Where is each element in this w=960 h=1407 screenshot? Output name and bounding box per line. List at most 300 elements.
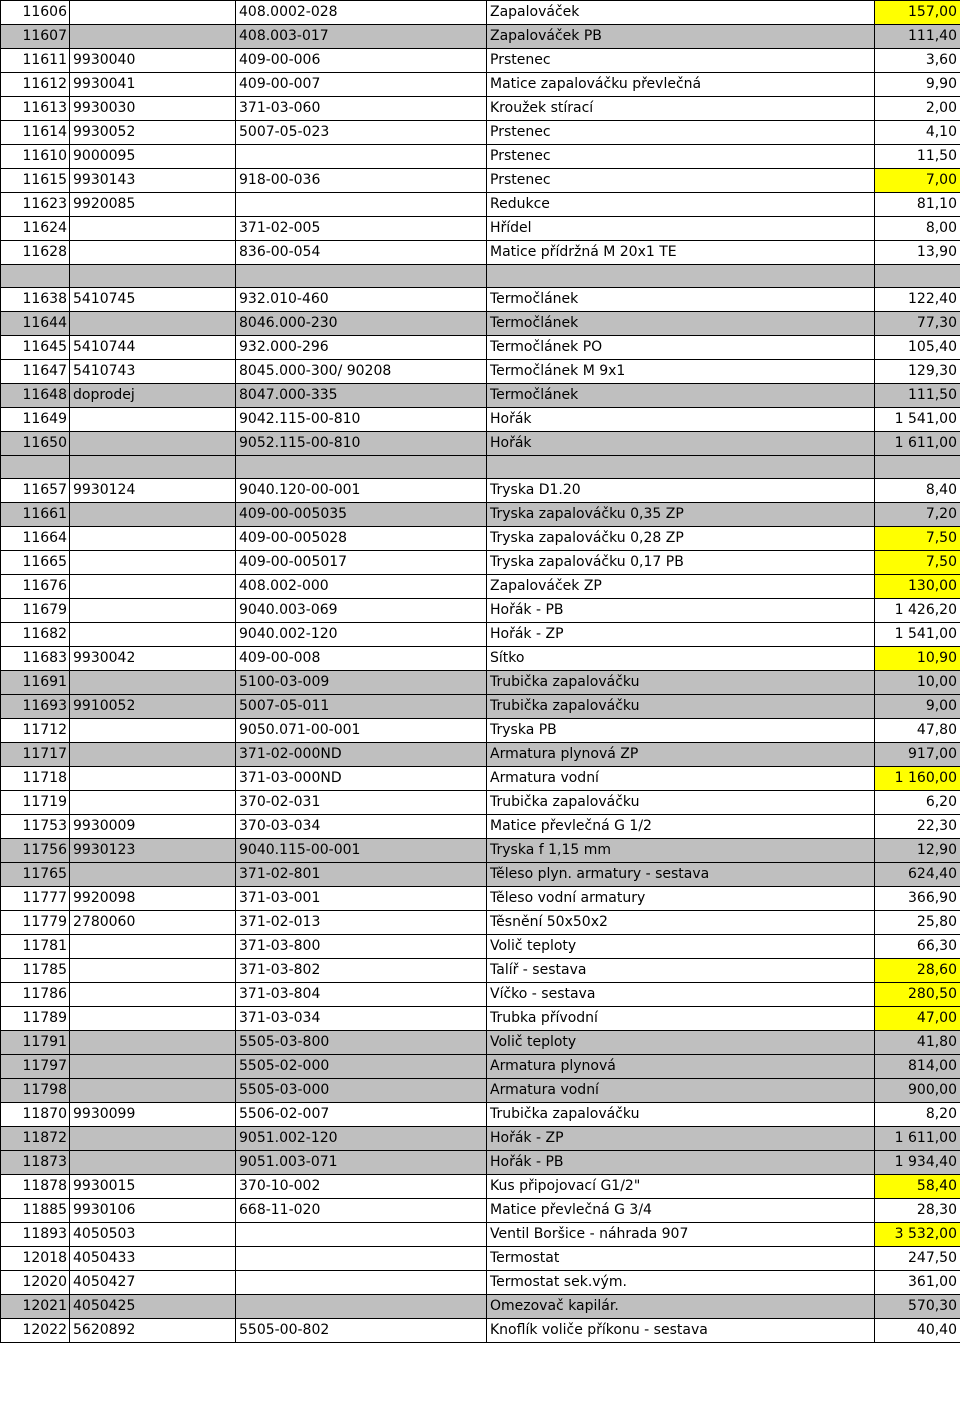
table-row (1, 527, 960, 551)
price-cell (875, 265, 960, 288)
description-cell: Těleso plyn. armatury - sestava (487, 863, 875, 887)
table-row (1, 336, 960, 360)
code-cell (70, 623, 236, 647)
part-number-cell: 409-00-006 (236, 49, 487, 73)
code-cell (70, 1, 236, 25)
code-cell: 4050425 (70, 1295, 236, 1319)
item-number-cell: 11785 (1, 959, 70, 983)
part-number-cell: 5505-03-800 (236, 1031, 487, 1055)
code-cell (70, 217, 236, 241)
code-cell (70, 575, 236, 599)
part-number-cell: 9052.115-00-810 (236, 432, 487, 456)
description-cell: Trubička zapalováčku (487, 791, 875, 815)
price-cell: 917,00 (875, 743, 960, 767)
price-cell: 570,30 (875, 1295, 960, 1319)
table-row (1, 145, 960, 169)
price-cell: 8,40 (875, 479, 960, 503)
price-cell: 58,40 (875, 1175, 960, 1199)
description-cell: Tryska PB (487, 719, 875, 743)
part-number-cell (236, 456, 487, 479)
table-row (1, 815, 960, 839)
item-number-cell: 11798 (1, 1079, 70, 1103)
price-cell: 7,00 (875, 169, 960, 193)
description-cell: Kroužek stírací (487, 97, 875, 121)
description-cell: Tryska zapalováčku 0,28 ZP (487, 527, 875, 551)
item-number-cell: 11872 (1, 1127, 70, 1151)
description-cell: Víčko - sestava (487, 983, 875, 1007)
description-cell: Tryska D1.20 (487, 479, 875, 503)
table-row (1, 1031, 960, 1055)
code-cell (70, 1079, 236, 1103)
price-cell: 81,10 (875, 193, 960, 217)
description-cell: Volič teploty (487, 1031, 875, 1055)
part-number-cell: 9040.002-120 (236, 623, 487, 647)
item-number-cell: 11765 (1, 863, 70, 887)
code-cell (70, 1007, 236, 1031)
part-number-cell: 370-02-031 (236, 791, 487, 815)
table-row (1, 623, 960, 647)
code-cell: 9930030 (70, 97, 236, 121)
item-number-cell: 11885 (1, 1199, 70, 1223)
part-number-cell (236, 265, 487, 288)
description-cell: Ventil Boršice - náhrada 907 (487, 1223, 875, 1247)
table-row (1, 959, 960, 983)
code-cell (70, 1055, 236, 1079)
description-cell: Hřídel (487, 217, 875, 241)
item-number-cell: 12022 (1, 1319, 70, 1343)
part-number-cell: 9042.115-00-810 (236, 408, 487, 432)
price-cell: 7,20 (875, 503, 960, 527)
part-number-cell: 409-00-005028 (236, 527, 487, 551)
item-number-cell: 12020 (1, 1271, 70, 1295)
code-cell: 9920085 (70, 193, 236, 217)
description-cell: Omezovač kapilár. (487, 1295, 875, 1319)
code-cell (70, 456, 236, 479)
description-cell: Hořák - PB (487, 599, 875, 623)
price-cell: 40,40 (875, 1319, 960, 1343)
code-cell (70, 599, 236, 623)
price-cell: 2,00 (875, 97, 960, 121)
price-cell: 1 426,20 (875, 599, 960, 623)
item-number-cell: 11624 (1, 217, 70, 241)
part-number-cell: 8046.000-230 (236, 312, 487, 336)
code-cell (70, 1151, 236, 1175)
code-cell (70, 863, 236, 887)
price-cell: 47,00 (875, 1007, 960, 1031)
price-cell: 129,30 (875, 360, 960, 384)
price-cell: 157,00 (875, 1, 960, 25)
table-row (1, 839, 960, 863)
item-number-cell: 11638 (1, 288, 70, 312)
code-cell (70, 265, 236, 288)
code-cell (70, 551, 236, 575)
table-row (1, 217, 960, 241)
table-row (1, 1079, 960, 1103)
price-cell: 11,50 (875, 145, 960, 169)
part-number-cell: 371-03-800 (236, 935, 487, 959)
price-cell: 814,00 (875, 1055, 960, 1079)
item-number-cell: 11717 (1, 743, 70, 767)
item-number-cell (1, 265, 70, 288)
code-cell: 9930123 (70, 839, 236, 863)
table-row (1, 647, 960, 671)
price-list-body (1, 1, 960, 1343)
table-row (1, 791, 960, 815)
code-cell (70, 503, 236, 527)
part-number-cell: 8045.000-300/ 90208 (236, 360, 487, 384)
description-cell: Redukce (487, 193, 875, 217)
table-row (1, 73, 960, 97)
price-cell: 361,00 (875, 1271, 960, 1295)
table-row (1, 719, 960, 743)
description-cell: Matice přídržná M 20x1 TE (487, 241, 875, 265)
item-number-cell: 11607 (1, 25, 70, 49)
description-cell: Hořák - PB (487, 1151, 875, 1175)
code-cell: 9930052 (70, 121, 236, 145)
code-cell: 2780060 (70, 911, 236, 935)
item-number-cell: 11614 (1, 121, 70, 145)
part-number-cell: 8047.000-335 (236, 384, 487, 408)
code-cell: 9930009 (70, 815, 236, 839)
description-cell: Matice převlečná G 1/2 (487, 815, 875, 839)
price-cell: 122,40 (875, 288, 960, 312)
item-number-cell: 11779 (1, 911, 70, 935)
part-number-cell: 409-00-008 (236, 647, 487, 671)
description-cell: Termočlánek PO (487, 336, 875, 360)
code-cell: 9930015 (70, 1175, 236, 1199)
table-row (1, 408, 960, 432)
table-row (1, 935, 960, 959)
description-cell: Zapalováček (487, 1, 875, 25)
description-cell: Termočlánek M 9x1 (487, 360, 875, 384)
part-number-cell: 371-02-801 (236, 863, 487, 887)
price-cell: 1 160,00 (875, 767, 960, 791)
item-number-cell: 11664 (1, 527, 70, 551)
part-number-cell: 668-11-020 (236, 1199, 487, 1223)
table-row (1, 1199, 960, 1223)
table-row (1, 1127, 960, 1151)
price-cell: 28,60 (875, 959, 960, 983)
item-number-cell: 11756 (1, 839, 70, 863)
code-cell: 4050503 (70, 1223, 236, 1247)
price-cell: 1 541,00 (875, 408, 960, 432)
description-cell: Sítko (487, 647, 875, 671)
description-cell: Trubička zapalováčku (487, 671, 875, 695)
code-cell (70, 959, 236, 983)
code-cell (70, 671, 236, 695)
table-row (1, 1271, 960, 1295)
description-cell: Armatura vodní (487, 1079, 875, 1103)
item-number-cell: 11777 (1, 887, 70, 911)
item-number-cell: 12021 (1, 1295, 70, 1319)
table-row (1, 432, 960, 456)
description-cell: Hořák (487, 432, 875, 456)
part-number-cell: 9051.002-120 (236, 1127, 487, 1151)
code-cell: 9930099 (70, 1103, 236, 1127)
part-number-cell: 409-00-005035 (236, 503, 487, 527)
table-row (1, 887, 960, 911)
price-cell: 130,00 (875, 575, 960, 599)
code-cell: 9930106 (70, 1199, 236, 1223)
table-row (1, 1, 960, 25)
code-cell: doprodej (70, 384, 236, 408)
item-number-cell: 11682 (1, 623, 70, 647)
item-number-cell: 11606 (1, 1, 70, 25)
price-cell (875, 456, 960, 479)
price-cell: 111,50 (875, 384, 960, 408)
item-number-cell: 11611 (1, 49, 70, 73)
code-cell: 9930040 (70, 49, 236, 73)
item-number-cell: 11791 (1, 1031, 70, 1055)
part-number-cell: 371-02-000ND (236, 743, 487, 767)
part-number-cell: 5007-05-011 (236, 695, 487, 719)
description-cell: Trubička zapalováčku (487, 695, 875, 719)
item-number-cell: 11878 (1, 1175, 70, 1199)
code-cell (70, 527, 236, 551)
table-row (1, 767, 960, 791)
price-cell: 280,50 (875, 983, 960, 1007)
code-cell (70, 432, 236, 456)
item-number-cell: 11610 (1, 145, 70, 169)
price-cell: 10,90 (875, 647, 960, 671)
part-number-cell: 408.003-017 (236, 25, 487, 49)
item-number-cell: 11712 (1, 719, 70, 743)
table-row (1, 911, 960, 935)
description-cell: Hořák - ZP (487, 623, 875, 647)
part-number-cell: 836-00-054 (236, 241, 487, 265)
code-cell: 5620892 (70, 1319, 236, 1343)
price-cell: 1 541,00 (875, 623, 960, 647)
description-cell: Matice zapalováčku převlečná (487, 73, 875, 97)
table-row (1, 1151, 960, 1175)
table-row (1, 1247, 960, 1271)
description-cell: Trubka přívodní (487, 1007, 875, 1031)
table-row (1, 863, 960, 887)
table-row (1, 241, 960, 265)
item-number-cell: 11623 (1, 193, 70, 217)
description-cell: Prstenec (487, 49, 875, 73)
code-cell: 9000095 (70, 145, 236, 169)
description-cell: Termočlánek (487, 384, 875, 408)
price-cell: 28,30 (875, 1199, 960, 1223)
part-number-cell (236, 1247, 487, 1271)
description-cell: Zapalováček ZP (487, 575, 875, 599)
item-number-cell (1, 456, 70, 479)
part-number-cell: 408.002-000 (236, 575, 487, 599)
description-cell: Hořák - ZP (487, 1127, 875, 1151)
item-number-cell: 11719 (1, 791, 70, 815)
part-number-cell (236, 1295, 487, 1319)
code-cell (70, 743, 236, 767)
part-number-cell: 5505-02-000 (236, 1055, 487, 1079)
item-number-cell: 11665 (1, 551, 70, 575)
code-cell: 4050427 (70, 1271, 236, 1295)
code-cell (70, 719, 236, 743)
code-cell (70, 25, 236, 49)
table-row (1, 695, 960, 719)
table-row (1, 1175, 960, 1199)
part-number-cell (236, 145, 487, 169)
item-number-cell: 11648 (1, 384, 70, 408)
description-cell: Talíř - sestava (487, 959, 875, 983)
part-number-cell: 5505-03-000 (236, 1079, 487, 1103)
part-number-cell (236, 1271, 487, 1295)
table-row (1, 1055, 960, 1079)
price-cell: 3,60 (875, 49, 960, 73)
part-number-cell: 5007-05-023 (236, 121, 487, 145)
code-cell: 9910052 (70, 695, 236, 719)
price-cell: 9,90 (875, 73, 960, 97)
item-number-cell: 11797 (1, 1055, 70, 1079)
description-cell: Prstenec (487, 145, 875, 169)
part-number-cell: 932.010-460 (236, 288, 487, 312)
price-cell: 10,00 (875, 671, 960, 695)
table-row (1, 1295, 960, 1319)
price-cell: 13,90 (875, 241, 960, 265)
description-cell: Matice převlečná G 3/4 (487, 1199, 875, 1223)
code-cell: 9930143 (70, 169, 236, 193)
table-row (1, 312, 960, 336)
part-number-cell: 932.000-296 (236, 336, 487, 360)
part-number-cell (236, 193, 487, 217)
price-cell: 7,50 (875, 551, 960, 575)
code-cell: 9930124 (70, 479, 236, 503)
price-cell: 47,80 (875, 719, 960, 743)
code-cell (70, 241, 236, 265)
item-number-cell: 11676 (1, 575, 70, 599)
part-number-cell: 370-10-002 (236, 1175, 487, 1199)
part-number-cell: 371-03-034 (236, 1007, 487, 1031)
description-cell: Volič teploty (487, 935, 875, 959)
price-cell: 1 611,00 (875, 432, 960, 456)
part-number-cell: 371-02-005 (236, 217, 487, 241)
part-number-cell: 371-03-001 (236, 887, 487, 911)
part-number-cell (236, 1223, 487, 1247)
part-number-cell: 371-03-802 (236, 959, 487, 983)
code-cell (70, 1127, 236, 1151)
table-row (1, 169, 960, 193)
part-number-cell: 371-03-000ND (236, 767, 487, 791)
price-cell: 366,90 (875, 887, 960, 911)
item-number-cell: 11644 (1, 312, 70, 336)
description-cell: Těsnění 50x50x2 (487, 911, 875, 935)
table-row (1, 288, 960, 312)
price-cell: 247,50 (875, 1247, 960, 1271)
item-number-cell: 11657 (1, 479, 70, 503)
description-cell: Tryska zapalováčku 0,35 ZP (487, 503, 875, 527)
description-cell: Knoflík voliče příkonu - sestava (487, 1319, 875, 1343)
table-row (1, 121, 960, 145)
description-cell (487, 265, 875, 288)
part-number-cell: 918-00-036 (236, 169, 487, 193)
table-row (1, 1007, 960, 1031)
part-number-cell: 409-00-005017 (236, 551, 487, 575)
table-row (1, 1103, 960, 1127)
table-row (1, 193, 960, 217)
item-number-cell: 11650 (1, 432, 70, 456)
price-cell: 8,20 (875, 1103, 960, 1127)
item-number-cell: 11693 (1, 695, 70, 719)
price-cell: 4,10 (875, 121, 960, 145)
price-cell: 105,40 (875, 336, 960, 360)
item-number-cell: 11612 (1, 73, 70, 97)
table-row (1, 551, 960, 575)
item-number-cell: 11661 (1, 503, 70, 527)
description-cell: Prstenec (487, 121, 875, 145)
description-cell (487, 456, 875, 479)
item-number-cell: 11649 (1, 408, 70, 432)
item-number-cell: 11781 (1, 935, 70, 959)
part-number-cell: 9040.003-069 (236, 599, 487, 623)
table-row (1, 575, 960, 599)
table-row (1, 384, 960, 408)
description-cell: Armatura vodní (487, 767, 875, 791)
item-number-cell: 11718 (1, 767, 70, 791)
table-row (1, 599, 960, 623)
part-number-cell: 371-03-804 (236, 983, 487, 1007)
price-cell: 9,00 (875, 695, 960, 719)
item-number-cell: 11645 (1, 336, 70, 360)
description-cell: Termostat sek.vým. (487, 1271, 875, 1295)
table-row (1, 1223, 960, 1247)
code-cell: 5410745 (70, 288, 236, 312)
code-cell: 4050433 (70, 1247, 236, 1271)
item-number-cell: 11615 (1, 169, 70, 193)
part-number-cell: 371-02-013 (236, 911, 487, 935)
table-row (1, 503, 960, 527)
item-number-cell: 11870 (1, 1103, 70, 1127)
price-cell: 41,80 (875, 1031, 960, 1055)
code-cell: 9930042 (70, 647, 236, 671)
price-cell: 8,00 (875, 217, 960, 241)
table-row (1, 479, 960, 503)
code-cell (70, 408, 236, 432)
item-number-cell: 11613 (1, 97, 70, 121)
part-number-cell: 409-00-007 (236, 73, 487, 97)
item-number-cell: 11679 (1, 599, 70, 623)
item-number-cell: 11691 (1, 671, 70, 695)
code-cell (70, 767, 236, 791)
table-row (1, 983, 960, 1007)
code-cell (70, 983, 236, 1007)
code-cell: 9920098 (70, 887, 236, 911)
description-cell: Těleso vodní armatury (487, 887, 875, 911)
table-row (1, 743, 960, 767)
price-cell: 22,30 (875, 815, 960, 839)
item-number-cell: 11647 (1, 360, 70, 384)
code-cell (70, 312, 236, 336)
code-cell (70, 791, 236, 815)
table-row (1, 49, 960, 73)
description-cell: Termočlánek (487, 288, 875, 312)
part-number-cell: 5505-00-802 (236, 1319, 487, 1343)
item-number-cell: 12018 (1, 1247, 70, 1271)
item-number-cell: 11893 (1, 1223, 70, 1247)
part-number-cell: 408.0002-028 (236, 1, 487, 25)
price-cell: 3 532,00 (875, 1223, 960, 1247)
part-number-cell: 9050.071-00-001 (236, 719, 487, 743)
table-row (1, 671, 960, 695)
description-cell: Armatura plynová ZP (487, 743, 875, 767)
description-cell: Armatura plynová (487, 1055, 875, 1079)
part-number-cell: 9051.003-071 (236, 1151, 487, 1175)
part-number-cell: 370-03-034 (236, 815, 487, 839)
code-cell (70, 1031, 236, 1055)
code-cell: 5410744 (70, 336, 236, 360)
description-cell: Termostat (487, 1247, 875, 1271)
item-number-cell: 11786 (1, 983, 70, 1007)
item-number-cell: 11789 (1, 1007, 70, 1031)
